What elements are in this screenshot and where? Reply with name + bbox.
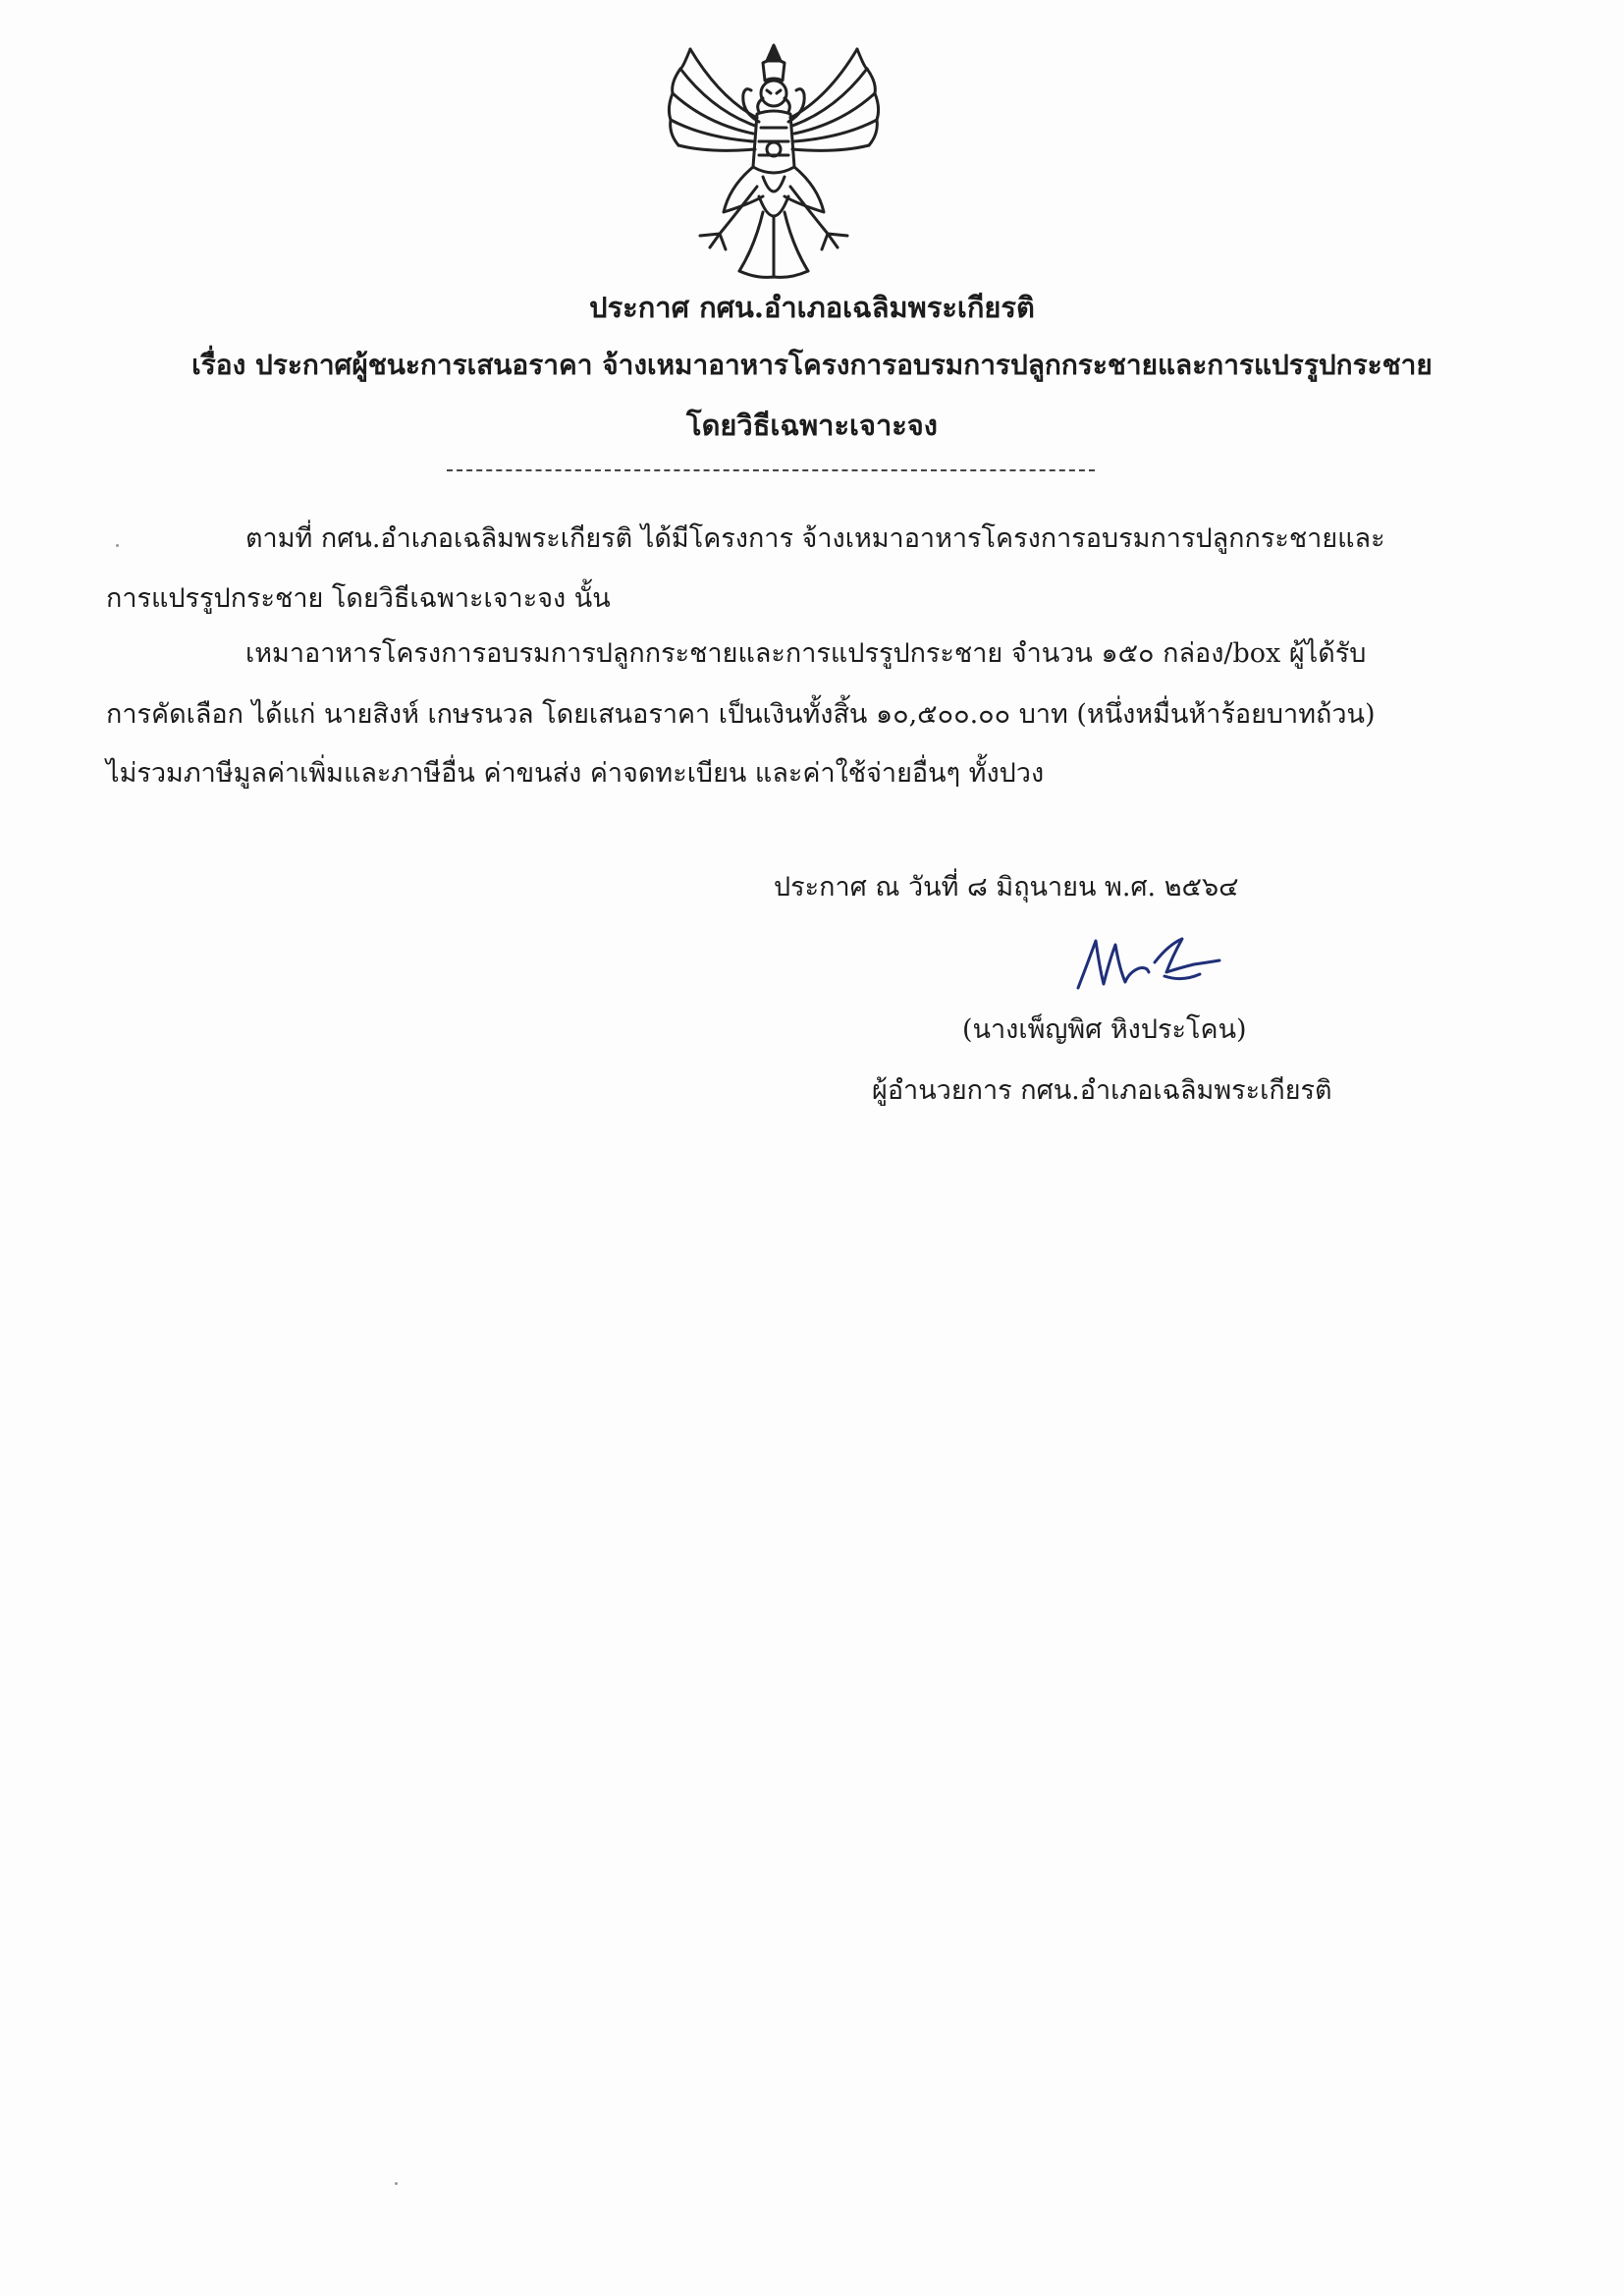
body-paragraph-1-line-2: การแปรรูปกระชาย โดยวิธีเฉพาะเจาะจง นั้น — [106, 583, 611, 614]
separator-line — [447, 469, 1095, 471]
body-paragraph-2-line-3: ไม่รวมภาษีมูลค่าเพิ่มและภาษีอื่น ค่าขนส่ง ค่าจดทะเบียน และค่าใช้จ่ายอื่นๆ ทั้งปวง — [106, 758, 1045, 789]
garuda-emblem-icon — [661, 39, 887, 285]
announcement-date: ประกาศ ณ วันที่ ๘ มิถุนายน พ.ศ. ๒๕๖๔ — [774, 872, 1239, 902]
scan-speck — [116, 544, 119, 547]
signer-position: ผู้อำนวยการ กศน.อำเภอเฉลิมพระเกียรติ — [872, 1075, 1332, 1106]
announcement-subject: เรื่อง ประกาศผู้ชนะการเสนอราคา จ้างเหมาอาหารโครงการอบรมการปลูกกระชายและการแปรรูปกระชาย — [191, 349, 1433, 381]
body-paragraph-2-line-1: เหมาอาหารโครงการอบรมการปลูกกระชายและการแปรรูปกระชาย จำนวน ๑๕๐ กล่อง/box ผู้ได้รับ — [245, 638, 1367, 669]
body-paragraph-1-line-1: ตามที่ กศน.อำเภอเฉลิมพระเกียรติ ได้มีโครงการ จ้างเหมาอาหารโครงการอบรมการปลูกกระชายและ — [245, 523, 1385, 554]
announcement-header: ประกาศ กศน.อำเภอเฉลิมพระเกียรติ — [589, 291, 1035, 324]
announcement-method: โดยวิธีเฉพาะเจาะจง — [686, 409, 938, 442]
signer-name: (นางเพ็ญพิศ หิงประโคน) — [962, 1014, 1247, 1045]
body-paragraph-2-line-2: การคัดเลือก ได้แก่ นายสิงห์ เกษรนวล โดยเสนอราคา เป็นเงินทั้งสิ้น ๑๐,๕๐๐.๐๐ บาท (หนึ่งหมื่นห้าร้อยบาทถ้วน) — [106, 699, 1376, 730]
scan-speck — [395, 2182, 398, 2185]
handwritten-signature — [1070, 923, 1227, 1002]
